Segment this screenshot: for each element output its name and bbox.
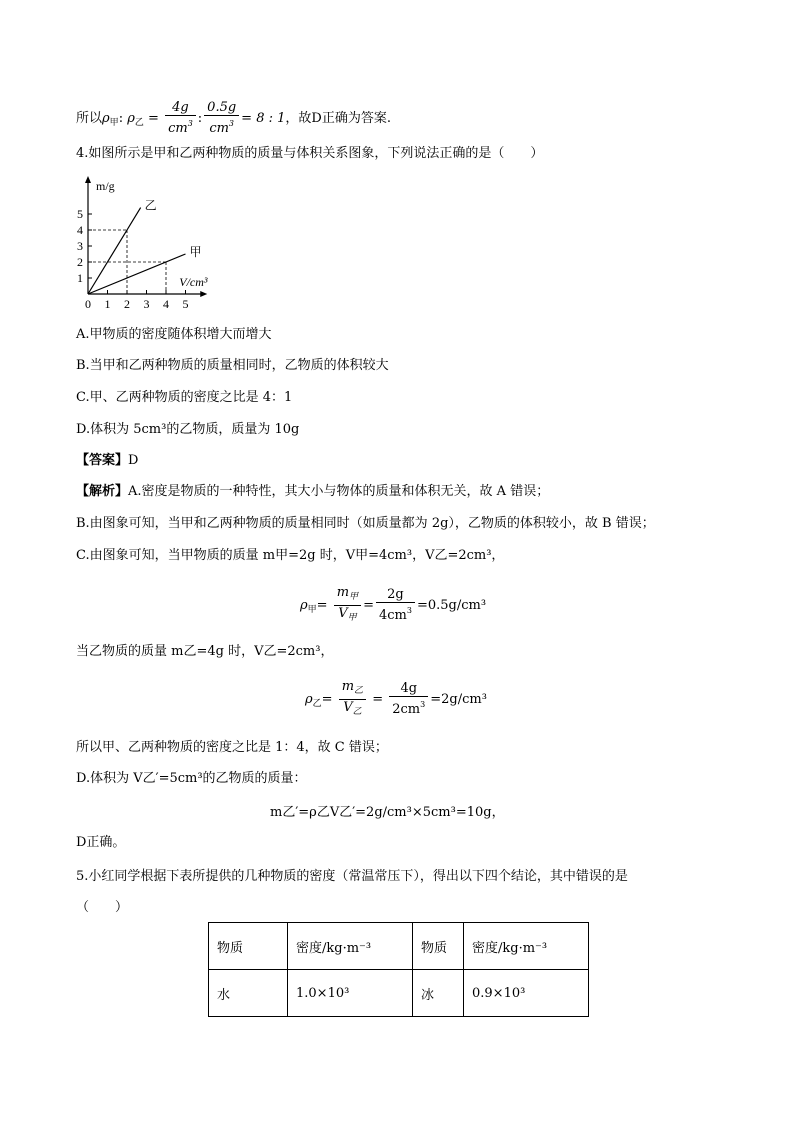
y-tick-label: 1 [77, 271, 83, 285]
eq1-equals-2: = [363, 598, 374, 613]
den-text: cm [209, 121, 229, 136]
table-row [209, 970, 589, 1017]
y-axis-label: m/g [96, 179, 115, 193]
table-header-row [209, 923, 589, 970]
x-tick-label: 5 [182, 297, 189, 311]
table-header-cell: 密度/kg·m⁻³ [288, 923, 413, 970]
table-header-cell: 密度/kg·m⁻³ [464, 923, 589, 970]
answer-line [76, 452, 138, 470]
prev-answer-line [76, 100, 391, 137]
den [339, 699, 366, 720]
answer-label: 【答案】 [76, 453, 129, 468]
den-text: cm [168, 121, 188, 136]
den-text: V [338, 606, 348, 621]
option-c: C.甲、乙两种物质的密度之比是 4：1 [76, 390, 293, 405]
den-text: V [343, 700, 353, 715]
eq1-rho: ρ [300, 598, 308, 613]
x-tick-label: 3 [143, 297, 150, 311]
eq1-fraction-mv [334, 585, 361, 626]
x-tick-label: 4 [163, 297, 169, 311]
analysis-label: 【解析】 [76, 484, 129, 499]
den [334, 605, 361, 626]
colon-2: : [197, 111, 203, 126]
prev-prefix: 所以 [76, 111, 103, 126]
num: 2g [387, 587, 404, 602]
table-cell: 0.9×10³ [464, 970, 589, 1017]
cube: 3 [420, 700, 426, 709]
num-text: m [341, 679, 355, 694]
ratio: = 8 : 1 [241, 111, 286, 126]
eq2-result: =2g/cm³ [430, 692, 487, 707]
x-tick-label: 2 [124, 297, 130, 311]
den-sub: 乙 [352, 707, 362, 717]
analysis-d: D.体积为 V乙′=5cm³的乙物质的质量： [76, 771, 307, 786]
num: 0.5g [207, 100, 237, 115]
y-tick-label: 5 [77, 207, 83, 221]
rho-symbol-2: ρ [127, 111, 135, 126]
eq2-fraction-mv [339, 679, 366, 720]
num-sub: 乙 [354, 686, 364, 696]
series-line [88, 208, 141, 294]
q4-stem: 4.如图所示是甲和乙两种物质的质量与体积关系图象，下列说法正确的是（ ） [76, 146, 544, 161]
option-b: B.当甲和乙两种物质的质量相同时，乙物质的体积较大 [76, 358, 389, 373]
eq1-sub: 甲 [307, 605, 317, 615]
den [204, 115, 239, 137]
analysis-b: B.由图象可知，当甲和乙两种物质的质量相同时（如质量都为 2g），乙物质的体积较小，故 B 错误； [76, 516, 655, 531]
density-table [208, 922, 589, 1017]
eq2-equals-2: = [372, 692, 384, 707]
y-tick-label: 3 [77, 239, 83, 253]
fraction-4g [165, 100, 196, 137]
cube: 3 [228, 119, 235, 128]
eq2-sub: 乙 [312, 699, 322, 709]
eq1-result: =0.5g/cm³ [416, 598, 487, 613]
y-axis-arrow [85, 176, 91, 183]
mass-volume-chart [72, 172, 272, 317]
den-text: 2cm [392, 702, 421, 717]
fraction-05g [204, 100, 239, 137]
den-sub: 甲 [347, 613, 357, 623]
table-cell: 冰 [413, 970, 464, 1017]
answer-value: D [128, 453, 139, 468]
eq2-rho: ρ [305, 692, 313, 707]
den [165, 115, 196, 137]
num-text: m [336, 585, 350, 600]
table-cell: 水 [209, 970, 288, 1017]
eq2-equals: = [321, 692, 333, 707]
num [339, 679, 366, 699]
eq1-fraction-values [376, 587, 415, 624]
num: 4g [172, 100, 189, 115]
option-a: A.甲物质的密度随体积增大而增大 [76, 327, 272, 342]
q5-paren: （ ） [76, 900, 129, 915]
equation-rho-yi [305, 679, 487, 720]
prev-suffix: ，故D正确为答案. [285, 111, 391, 126]
num: 4g [400, 681, 418, 696]
cube: 3 [406, 606, 412, 615]
equals: = [148, 111, 159, 126]
den [389, 696, 428, 718]
x-axis-arrow [200, 291, 207, 297]
table-header-cell: 物质 [209, 923, 288, 970]
chart-layer [77, 176, 208, 311]
analysis-a: A.密度是物质的一种特性，其大小与物体的质量和体积无关，故 A 错误； [128, 484, 550, 499]
equation-mass-yi: m乙′=ρ乙V乙′=2g/cm³×5cm³=10g， [270, 805, 505, 820]
analysis-d2: D正确。 [76, 835, 126, 850]
analysis-c3: 所以甲、乙两种物质的密度之比是 1：4，故 C 错误； [76, 740, 388, 755]
colon: : [118, 111, 124, 126]
num-sub: 甲 [349, 592, 359, 602]
cube: 3 [187, 119, 193, 128]
x-axis-label: V/cm³ [179, 275, 208, 289]
analysis-c2: 当乙物质的质量 m乙=4g 时，V乙=2cm³， [76, 644, 334, 659]
x-tick-label: 0 [85, 297, 91, 311]
y-tick-label: 4 [77, 223, 83, 237]
rho-symbol: ρ [102, 111, 110, 126]
num [334, 585, 361, 605]
series-label: 甲 [189, 245, 202, 259]
series-line [88, 254, 186, 294]
table-header-cell: 物质 [413, 923, 464, 970]
q5-stem: 5.小红同学根据下表所提供的几种物质的密度（常温常压下），得出以下四个结论，其中错误的是 [76, 869, 628, 884]
table-cell: 1.0×10³ [288, 970, 413, 1017]
analysis-line-a [76, 483, 549, 501]
rho-sub-yi: 乙 [134, 118, 144, 128]
den-text: 4cm [378, 608, 407, 623]
x-tick-label: 1 [104, 297, 111, 311]
eq2-fraction-values [389, 681, 428, 718]
y-tick-label: 2 [77, 255, 83, 269]
equation-rho-jia [300, 585, 486, 626]
option-d: D.体积为 5cm³的乙物质，质量为 10g [76, 422, 300, 437]
series-label: 乙 [144, 198, 157, 213]
eq1-equals: = [316, 598, 328, 613]
den [376, 602, 415, 624]
analysis-c: C.由图象可知，当甲物质的质量 m甲=2g 时，V甲=4cm³，V乙=2cm³， [76, 548, 505, 563]
rho-sub-jia: 甲 [109, 118, 119, 128]
